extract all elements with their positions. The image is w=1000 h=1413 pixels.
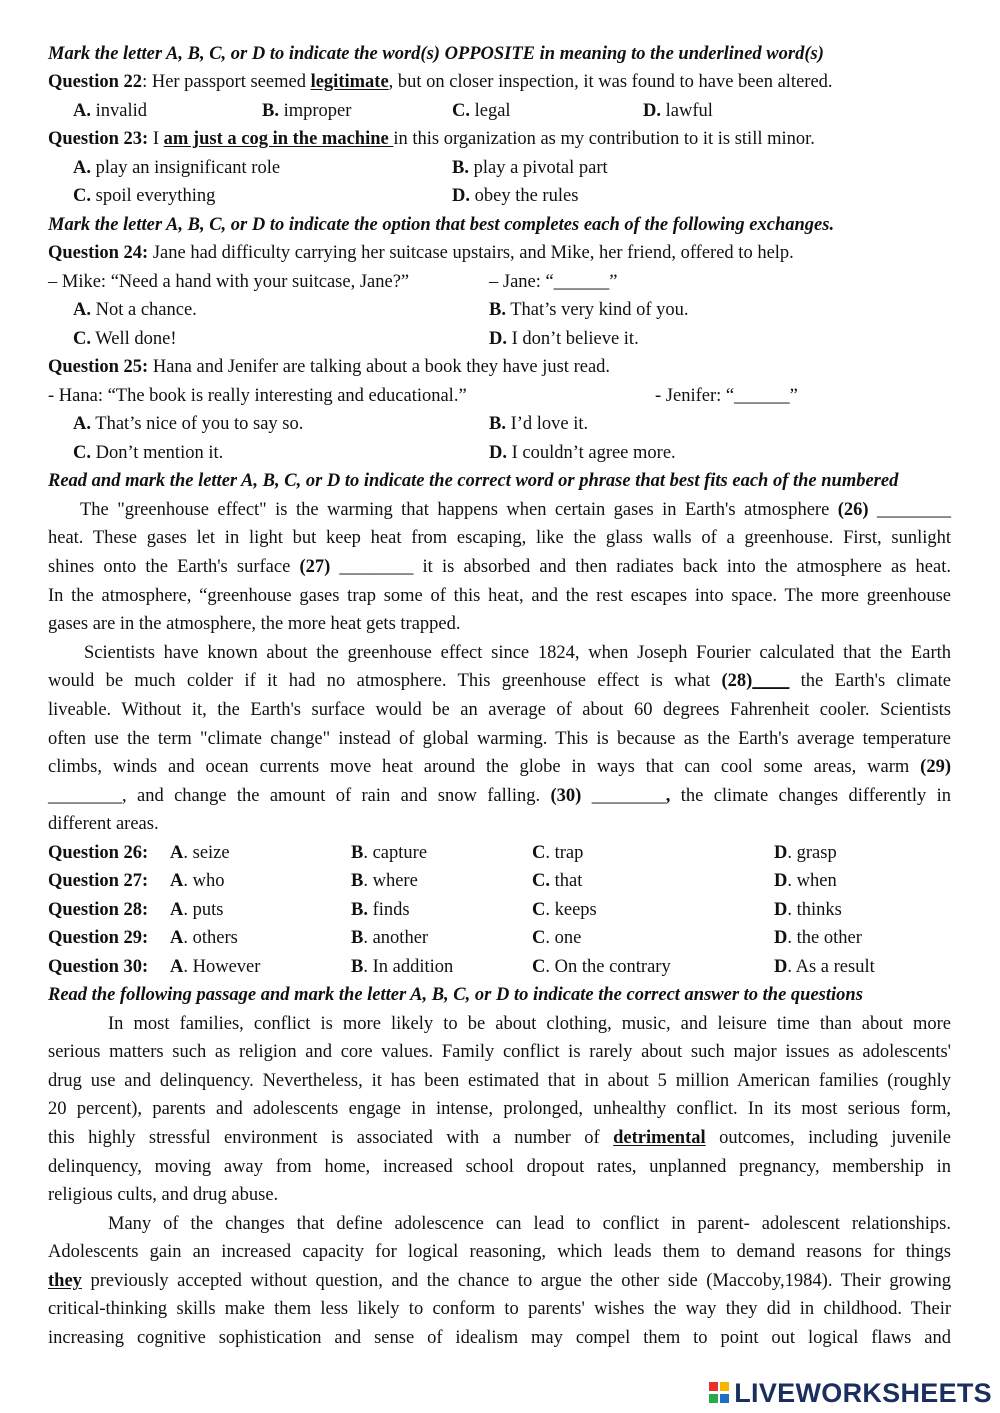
passage1-line: liveable. Without it, the Earth's surface would be an average of about 60 degrees Fahrenheit cooler. Scientists: [48, 700, 951, 720]
question-25-stem: Question 25: Hana and Jenifer are talking about a book they have just read.: [48, 357, 611, 377]
option-29-b[interactable]: B. another: [351, 928, 429, 948]
dialogue-jenifer-blank: - Jenifer: “______”: [655, 386, 798, 406]
option-22-c[interactable]: C. legal: [452, 101, 511, 121]
option-29-d[interactable]: D. the other: [774, 928, 862, 948]
section1-instruction: Mark the letter A, B, C, or D to indicate the word(s) OPPOSITE in meaning to the underlined word(s): [48, 44, 824, 64]
liveworksheets-logo[interactable]: [709, 1374, 992, 1412]
blank-30: ________: [581, 786, 666, 806]
option-24-c[interactable]: C. Well done!: [73, 329, 177, 349]
option-25-b[interactable]: B. I’d love it.: [489, 414, 589, 434]
option-28-a[interactable]: A. puts: [170, 900, 224, 920]
passage2-line: Many of the changes that define adolescence can lead to conflict in parent- adolescent relationships.: [108, 1214, 951, 1234]
passage1-line: Scientists have known about the greenhouse effect since 1824, when Joseph Fourier calculated that the Earth: [84, 643, 951, 663]
question-28-label: Question 28:: [48, 900, 149, 920]
option-26-d[interactable]: D. grasp: [774, 843, 837, 863]
passage1-line: shines onto the Earth's surface (27) ________ it is absorbed and then radiates back into the atmosphere as heat.: [48, 557, 951, 577]
question-26-label: Question 26:: [48, 843, 149, 863]
passage2-line: increasing cognitive sophistication and sense of idealism may compel them to point out logical flaws and: [48, 1328, 951, 1348]
blank-30-label: (30): [550, 786, 582, 806]
option-24-d[interactable]: D. I don’t believe it.: [489, 329, 639, 349]
option-28-b[interactable]: B. finds: [351, 900, 410, 920]
passage2-line: serious matters such as religion and core values. Family conflict is rarely about such major issues as adolescents': [48, 1042, 951, 1062]
question-27-label: Question 27:: [48, 871, 149, 891]
passage1-line: different areas.: [48, 814, 159, 834]
passage1-line: The "greenhouse effect" is the warming that happens when certain gases in Earth's atmosphere (26) ________: [80, 500, 951, 520]
liveworksheets-logo-icon: [709, 1380, 731, 1406]
option-24-a[interactable]: A. Not a chance.: [73, 300, 197, 320]
question-30-label: Question 30:: [48, 957, 149, 977]
passage2-line: this highly stressful environment is associated with a number of detrimental outcomes, including juvenile: [48, 1128, 951, 1148]
section3-instruction: Read and mark the letter A, B, C, or D to indicate the correct word or phrase that best fits each of the numbered: [48, 471, 899, 491]
blank-26[interactable]: ________: [868, 500, 951, 520]
section4-instruction: Read the following passage and mark the letter A, B, C, or D to indicate the correct answer to the questions: [48, 985, 863, 1005]
option-30-c[interactable]: C. On the contrary: [532, 957, 671, 977]
blank-29-label: (29): [920, 757, 951, 777]
blank-27-label: (27): [299, 557, 331, 577]
option-27-d[interactable]: D. when: [774, 871, 837, 891]
underlined-word-they: they: [48, 1271, 82, 1291]
underlined-phrase: am just a cog in the machine: [163, 129, 394, 149]
passage2-line: drug use and delinquency. Nevertheless, it has been estimated that in about 5 million American families (roughly: [48, 1071, 951, 1091]
option-24-b[interactable]: B. That’s very kind of you.: [489, 300, 689, 320]
dialogue-jane-blank: – Jane: “______”: [489, 272, 618, 292]
option-27-c[interactable]: C. that: [532, 871, 583, 891]
question-22-stem: Question 22: Her passport seemed legitimate, but on closer inspection, it was found to have been altered.: [48, 72, 833, 92]
passage2-line: religious cults, and drug abuse.: [48, 1185, 279, 1205]
question-24-label: Question 24:: [48, 243, 149, 263]
dialogue-mike: – Mike: “Need a hand with your suitcase, Jane?”: [48, 272, 410, 292]
option-22-a[interactable]: A. invalid: [73, 101, 148, 121]
option-25-d[interactable]: D. I couldn’t agree more.: [489, 443, 676, 463]
liveworksheets-logo-text: LIVEWORKSHEETS: [734, 1377, 992, 1408]
passage1-line: often use the term "climate change" instead of global warming. This is because as the Earth's average temperature: [48, 729, 951, 749]
blank-28: ____: [752, 671, 790, 691]
passage1-line: gases are in the atmosphere, the more heat gets trapped.: [48, 614, 461, 634]
option-29-a[interactable]: A. others: [170, 928, 238, 948]
option-22-d[interactable]: D. lawful: [643, 101, 713, 121]
option-22-b[interactable]: B. improper: [262, 101, 352, 121]
option-26-b[interactable]: B. capture: [351, 843, 428, 863]
question-23-label: Question 23:: [48, 129, 149, 149]
passage2-line: Adolescents gain an increased capacity for logical reasoning, which leads them to demand reasons for things: [48, 1242, 951, 1262]
blank-29: ________, and change the amount of rain and snow falling.: [48, 786, 551, 806]
question-22-label: Question 22: [48, 72, 143, 92]
option-30-a[interactable]: A. However: [170, 957, 261, 977]
question-23-stem: Question 23: I am just a cog in the machine in this organization as my contribution to it is still minor.: [48, 129, 815, 149]
question-25-label: Question 25:: [48, 357, 149, 377]
option-28-c[interactable]: C. keeps: [532, 900, 597, 920]
question-29-label: Question 29:: [48, 928, 149, 948]
option-27-b[interactable]: B. where: [351, 871, 418, 891]
question-24-stem: Question 24: Jane had difficulty carrying her suitcase upstairs, and Mike, her friend, offered to help.: [48, 243, 794, 263]
option-29-c[interactable]: C. one: [532, 928, 582, 948]
passage1-line: In the atmosphere, “greenhouse gases trap some of this heat, and the rest escapes into space. The more greenhouse: [48, 586, 951, 606]
option-27-a[interactable]: A. who: [170, 871, 225, 891]
option-28-d[interactable]: D. thinks: [774, 900, 842, 920]
option-25-c[interactable]: C. Don’t mention it.: [73, 443, 224, 463]
option-26-c[interactable]: C. trap: [532, 843, 584, 863]
passage1-line: heat. These gases let in light but keep heat from escaping, like the glass walls of a greenhouse. First, sunlight: [48, 528, 951, 548]
passage2-line: delinquency, moving away from home, increased school dropout rates, unplanned pregnancy, membership in: [48, 1157, 951, 1177]
underlined-word: legitimate: [310, 72, 389, 92]
dialogue-hana: - Hana: “The book is really interesting and educational.”: [48, 386, 467, 406]
passage2-line: In most families, conflict is more likely to be about clothing, music, and leisure time than about more: [108, 1014, 951, 1034]
option-26-a[interactable]: A. seize: [170, 843, 230, 863]
passage2-line: 20 percent), parents and adolescents engage in intense, prolonged, unhealthy conflict. In its most serious form,: [48, 1099, 951, 1119]
section2-instruction: Mark the letter A, B, C, or D to indicate the option that best completes each of the following exchanges.: [48, 215, 835, 235]
passage1-line: would be much colder if it had no atmosphere. This greenhouse effect is what (28)____ the Earth's climate: [48, 671, 951, 691]
option-25-a[interactable]: A. That’s nice of you to say so.: [73, 414, 304, 434]
passage2-line: they previously accepted without question, and the chance to argue the other side (Maccoby,1984). Their growing: [48, 1271, 951, 1291]
option-30-d[interactable]: D. As a result: [774, 957, 875, 977]
option-23-c[interactable]: C. spoil everything: [73, 186, 216, 206]
passage1-line: ________, and change the amount of rain and snow falling. (30) ________, the climate changes differently in: [48, 786, 952, 806]
option-23-b[interactable]: B. play a pivotal part: [452, 158, 608, 178]
passage2-line: critical-thinking skills make them less likely to conform to parents' wishes the way they did in childhood. Their: [48, 1299, 951, 1319]
blank-28-label: (28)____: [721, 671, 790, 691]
underlined-word-detrimental: detrimental: [613, 1128, 706, 1148]
blank-27: ________ it is absorbed and then radiates back into the atmosphere as heat.: [330, 557, 951, 577]
blank-26-label: (26): [837, 500, 869, 520]
option-23-d[interactable]: D. obey the rules: [452, 186, 579, 206]
passage1-line: climbs, winds and ocean currents move heat around the globe in ways that can cool some areas, warm (29): [48, 757, 951, 777]
option-23-a[interactable]: A. play an insignificant role: [73, 158, 281, 178]
option-30-b[interactable]: B. In addition: [351, 957, 454, 977]
